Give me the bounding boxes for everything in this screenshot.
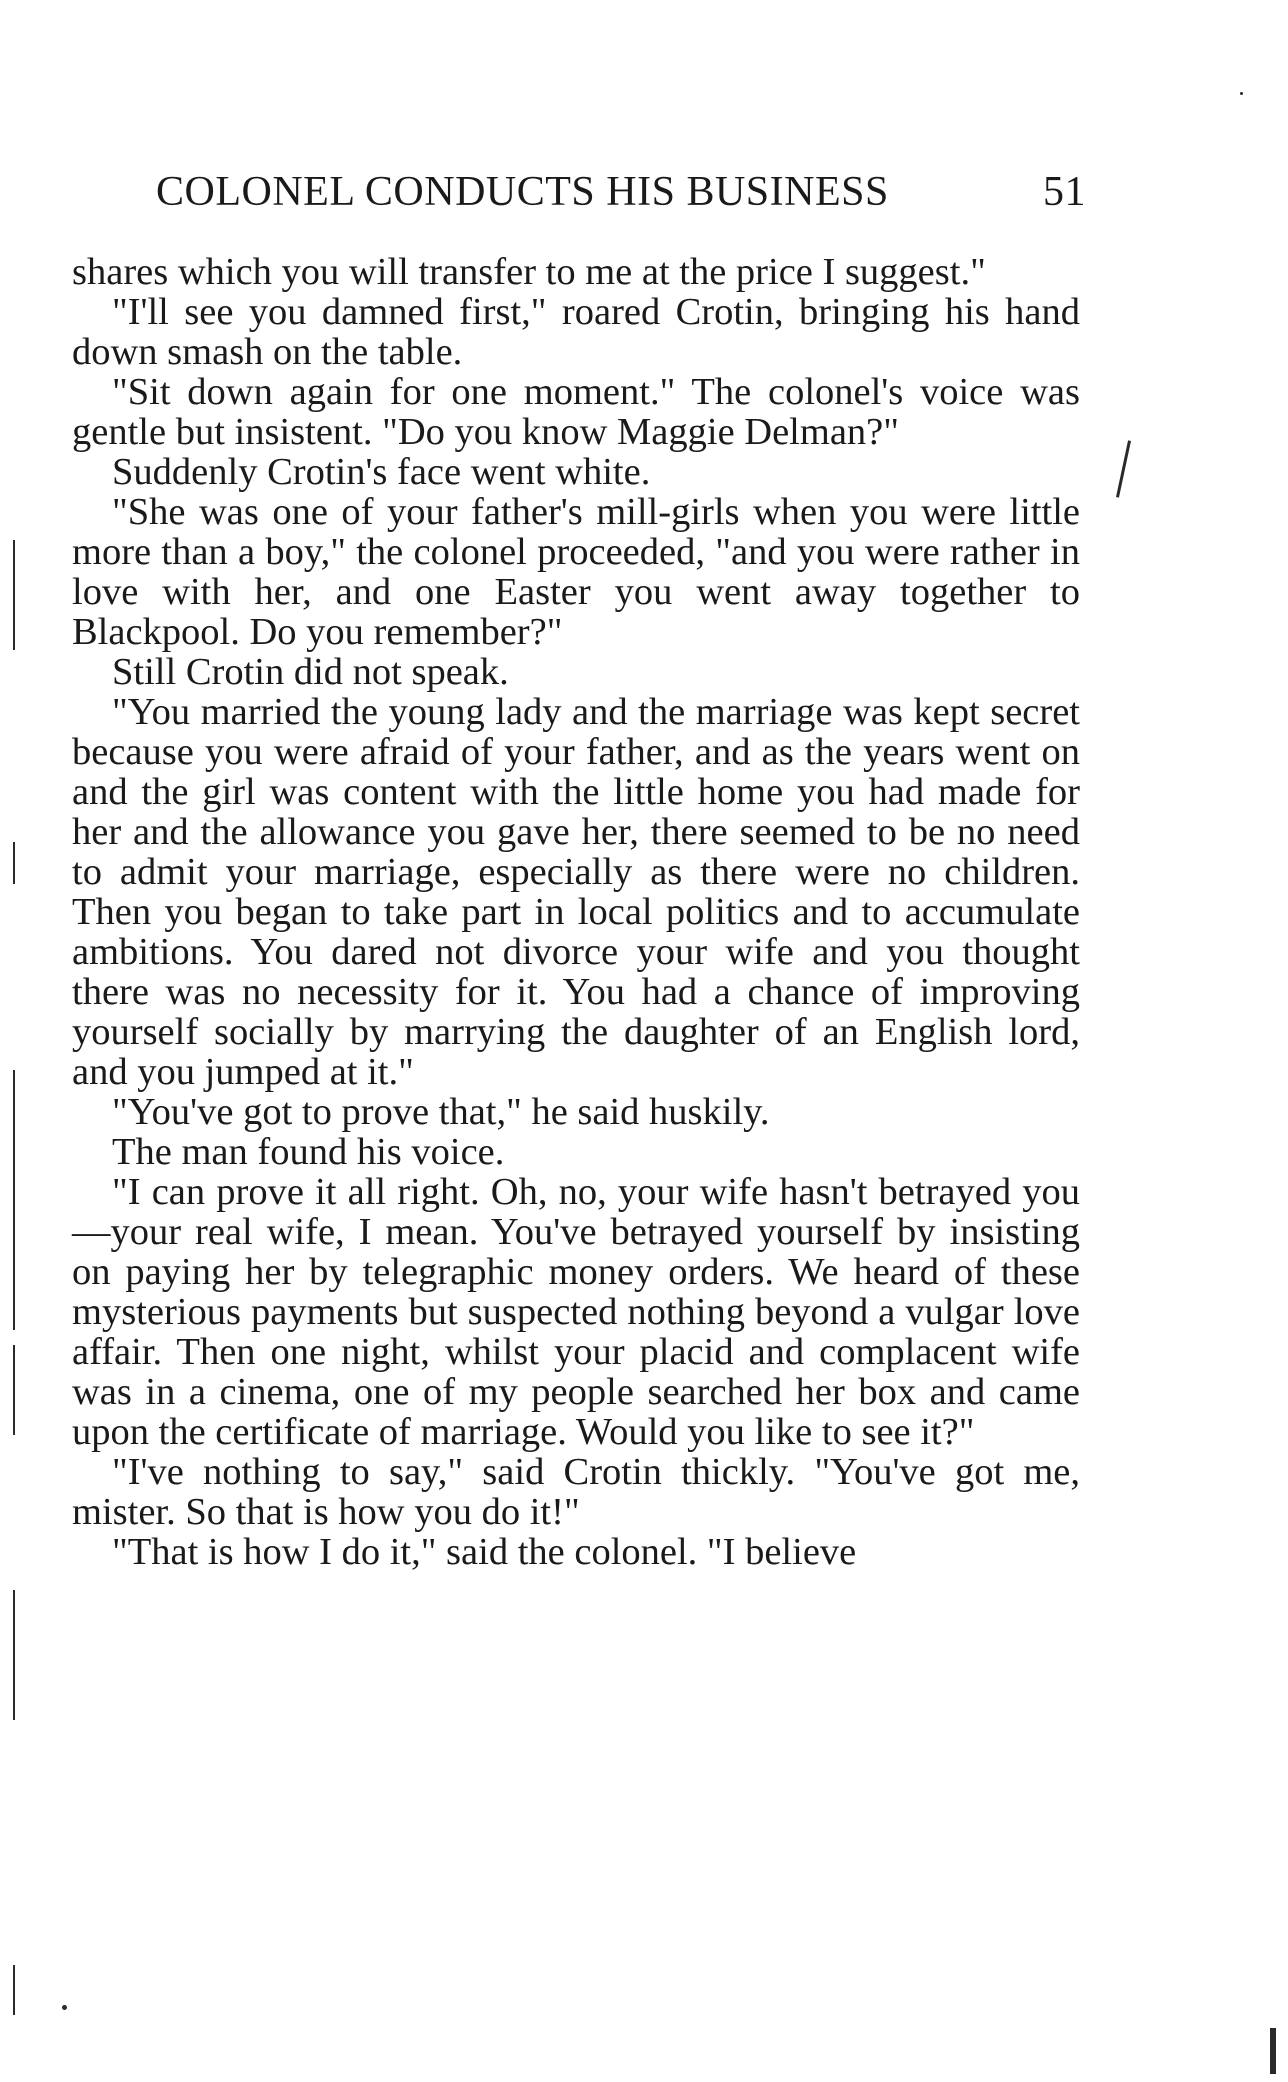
margin-mark [13, 540, 15, 650]
paragraph: Suddenly Crotin's face went white. [112, 451, 651, 493]
margin-mark [13, 1590, 15, 1720]
margin-mark [13, 1070, 15, 1330]
paragraph: Still Crotin did not speak. [112, 651, 509, 693]
body-text [72, 252, 1080, 1572]
paragraph: shares which you will transfer to me at the price I suggest." [72, 251, 986, 293]
paragraph: The man found his voice. [112, 1131, 505, 1173]
page-number: 51 [1043, 169, 1086, 215]
margin-mark [62, 2005, 67, 2010]
paragraph: "I can prove it all right. Oh, no, your wife hasn't betrayed you—your real wife, I mean. You've betrayed yourself by insisting on paying her by telegraphic money orders. We heard of these mysterious payments but suspected nothing beyond a vulgar love affair. Then one night, whilst your placid and complacent wife was in a cinema, one of my people searched her box and came upon the certificate of marriage. Would you like to see it?" [72, 1171, 1080, 1453]
paragraph: "That is how I do it," said the colonel. "I believe [112, 1531, 857, 1573]
chapter-title: COLONEL CONDUCTS HIS BUSINESS [156, 169, 889, 215]
margin-mark [1240, 92, 1243, 95]
paragraph: "She was one of your father's mill-girls when you were little more than a boy," the colonel proceeded, "and you were rather in love with her, and one Easter you went away together to Blackpool. Do you remember?" [72, 491, 1080, 653]
paragraph: "Sit down again for one moment." The colonel's voice was gentle but insistent. "Do you know Maggie Delman?" [72, 371, 1080, 453]
paragraph: "I'll see you damned first," roared Crotin, bringing his hand down smash on the table. [72, 291, 1080, 373]
margin-mark [1270, 2028, 1276, 2074]
margin-mark [13, 1965, 15, 2015]
paragraph: "You married the young lady and the marriage was kept secret because you were afraid of your father, and as the years went on and the girl was content with the little home you had made for her and the allowance you gave her, there seemed to be no need to admit your marriage, especially as there were no children. Then you began to take part in local politics and to accumulate ambitions. You dared not divorce your wife and you thought there was no necessity for it. You had a chance of improving yourself socially by marrying the daughter of an English lord, and you jumped at it." [72, 691, 1080, 1093]
margin-mark [13, 1345, 15, 1435]
margin-mark [13, 842, 15, 884]
margin-mark [1116, 440, 1131, 497]
paragraph: "I've nothing to say," said Crotin thickly. "You've got me, mister. So that is how you do it!" [72, 1451, 1080, 1533]
running-head [156, 168, 1086, 228]
paragraph: "You've got to prove that," he said huskily. [112, 1091, 770, 1133]
